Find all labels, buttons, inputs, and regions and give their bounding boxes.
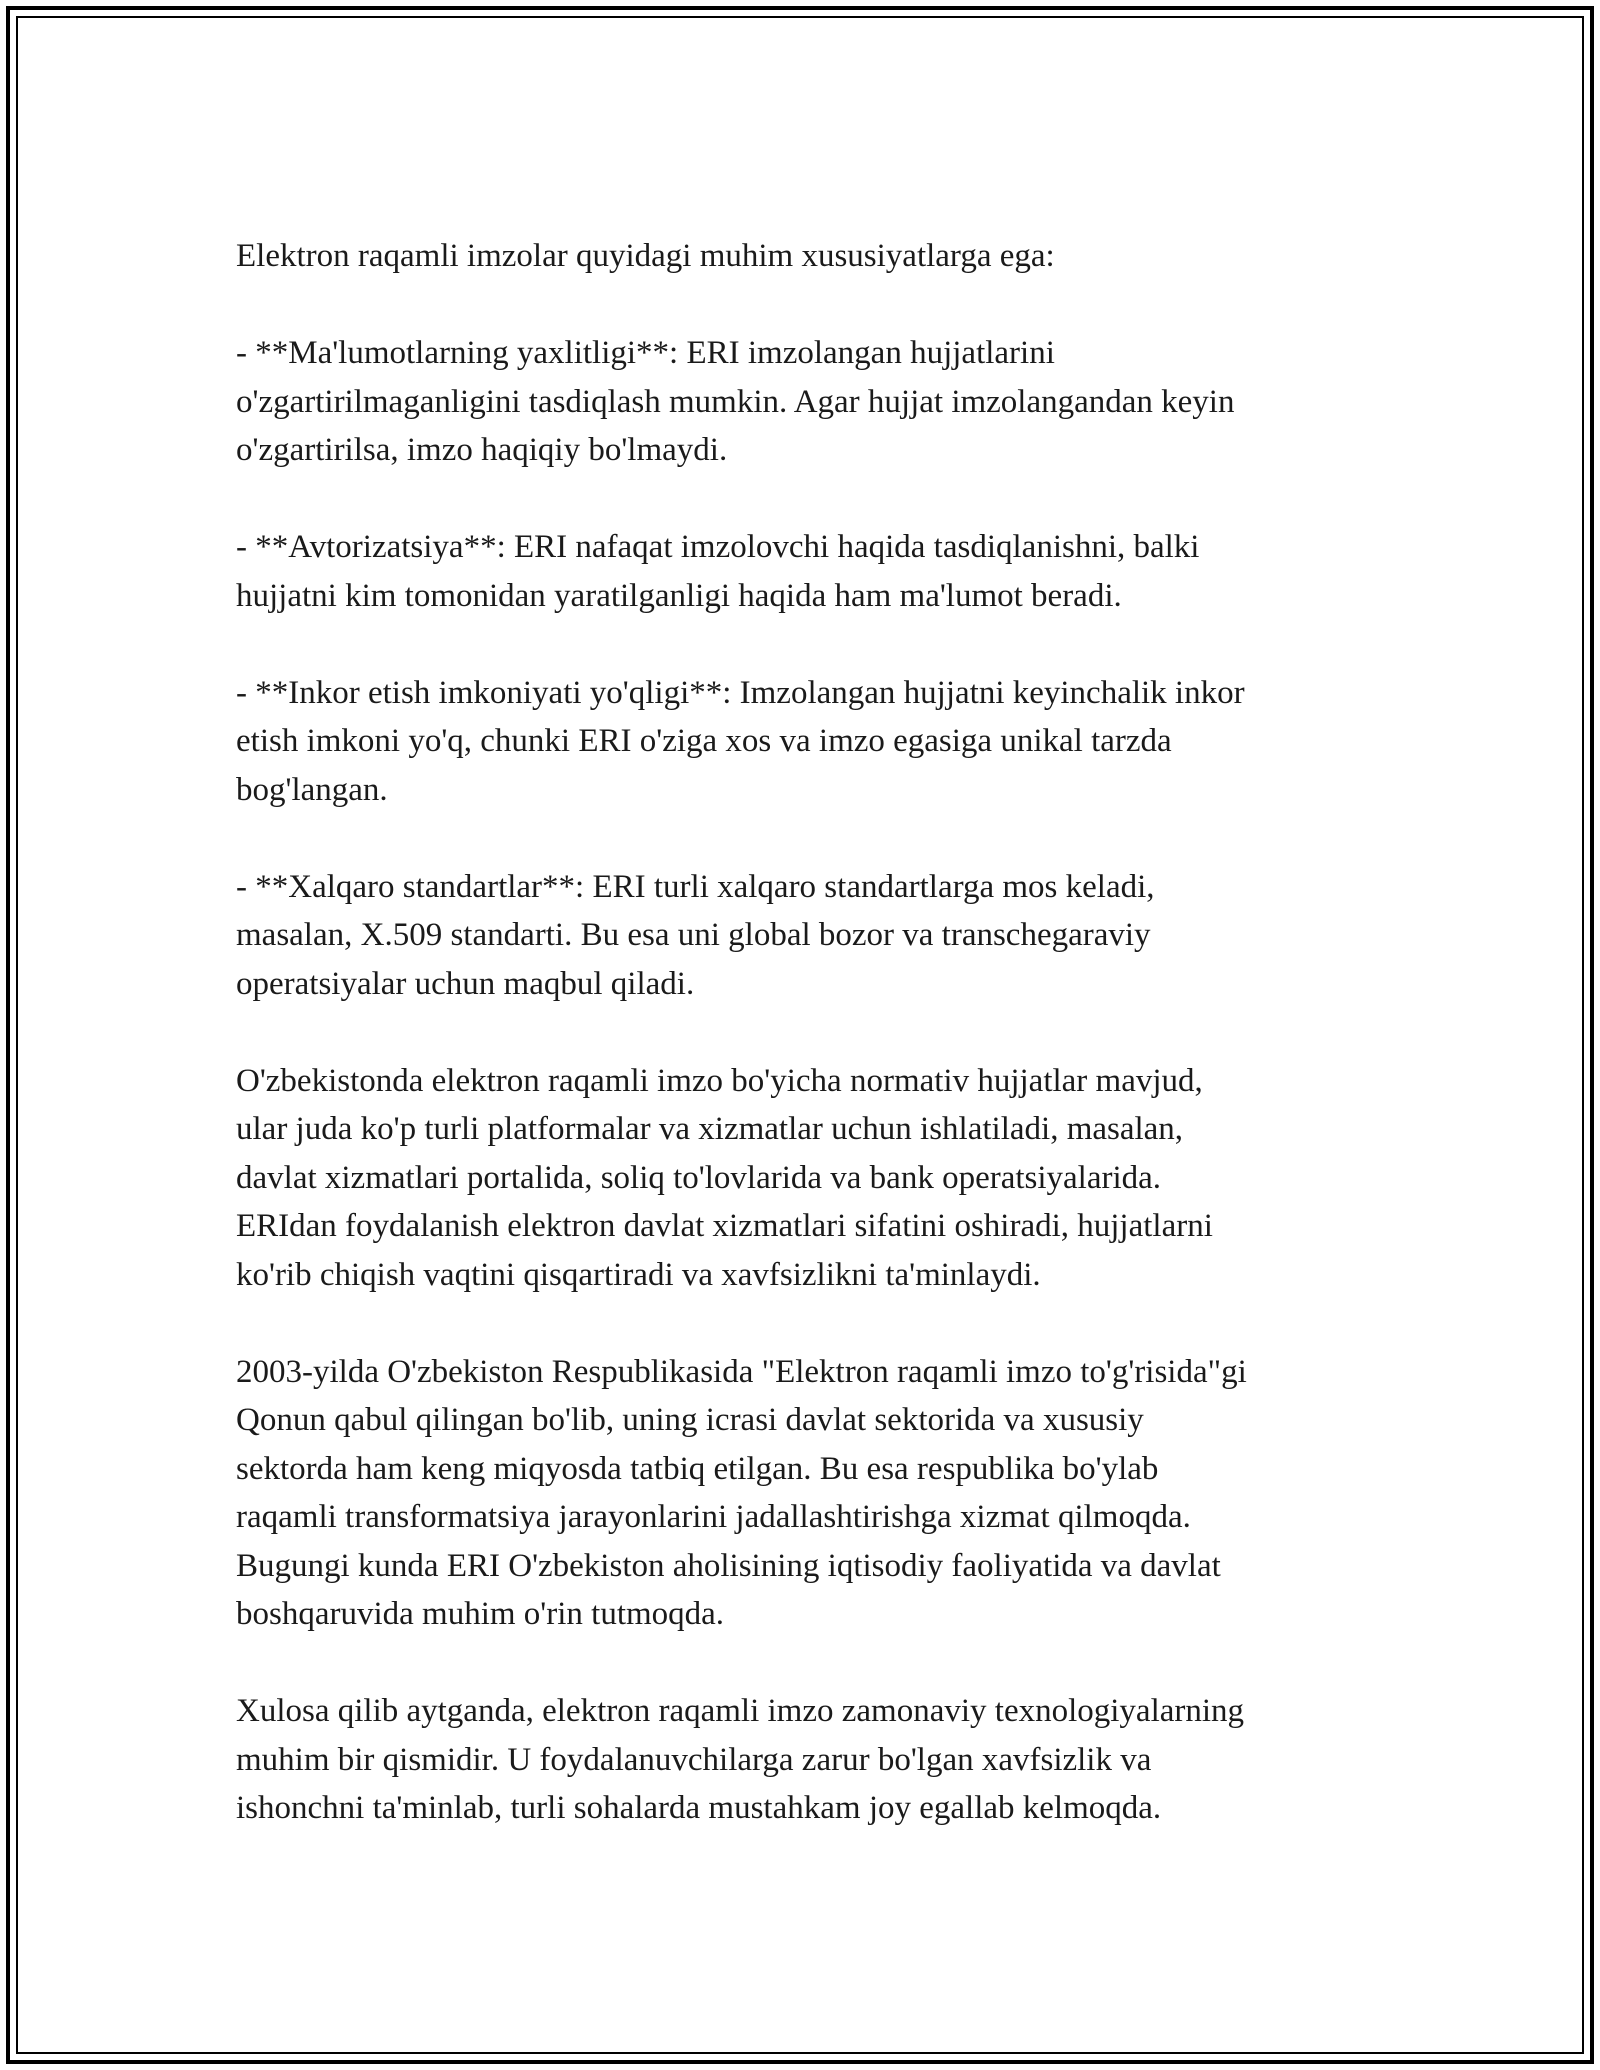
list-item-authorization: - **Avtorizatsiya**: ERI nafaqat imzolovchi haqida tasdiqlanishni, balki hujjatni kim tomonidan yaratilganligi haqida ham ma'lumot beradi. [236, 529, 1200, 614]
conclusion-paragraph: Xulosa qilib aytganda, elektron raqamli imzo zamonaviy texnologiyalarning muhim bir qismidir. U foydalanuvchilarga zarur bo'lgan xavfsizlik va ishonchni ta'minlab, turli sohalarda mustahkam joy egallab kelmoqda. [236, 1693, 1245, 1826]
list-item-data-integrity: - **Ma'lumotlarning yaxlitligi**: ERI imzolangan hujjatlarini o'zgartirilmaganligini tasdiqlash mumkin. Agar hujjat imzolangandan keyin o'zgartirilsa, imzo haqiqiy bo'lmaydi. [236, 335, 1235, 468]
paragraph-uzbekistan-regulations: O'zbekistonda elektron raqamli imzo bo'yicha normativ hujjatlar mavjud, ular juda ko'p turli platformalar va xizmatlar uchun ishlatiladi, masalan, davlat xizmatlari portalida, soliq to'lovlarida va bank operatsiyalarida. ERIdan foydalanish elektron davlat xizmatlari sifatini oshiradi, hujjatlarni ko'rib chiqish vaqtini qisqartiradi va xavfsizlikni ta'minlaydi. [236, 1062, 1213, 1293]
document-body [236, 232, 1386, 1881]
list-item-non-repudiation: - **Inkor etish imkoniyati yo'qligi**: Imzolangan hujjatni keyinchalik inkor etish imkoni yo'q, chunki ERI o'ziga xos va imzo egasiga unikal tarzda bog'langan. [236, 674, 1245, 808]
intro-paragraph: Elektron raqamli imzolar quyidagi muhim xususiyatlarga ega: [236, 238, 1055, 274]
list-item-international-standards: - **Xalqaro standartlar**: ERI turli xalqaro standartlarga mos keladi, masalan, X.509 standarti. Bu esa uni global bozor va transchegaraviy operatsiyalar uchun maqbul qiladi. [236, 868, 1155, 1002]
paragraph-2003-law: 2003-yilda O'zbekiston Respublikasida "Elektron raqamli imzo to'g'risida"gi Qonun qabul qilingan bo'lib, uning icrasi davlat sektorida va xususiy sektorda ham keng miqyosda tatbiq etilgan. Bu esa respublika bo'ylab raqamli transformatsiya jarayonlarini jadallashtirishga xizmat qilmoqda. Bugungi kunda ERI O'zbekiston aholisining iqtisodiy faoliyatida va davlat boshqaruvida muhim o'rin tutmoqda. [236, 1353, 1247, 1632]
